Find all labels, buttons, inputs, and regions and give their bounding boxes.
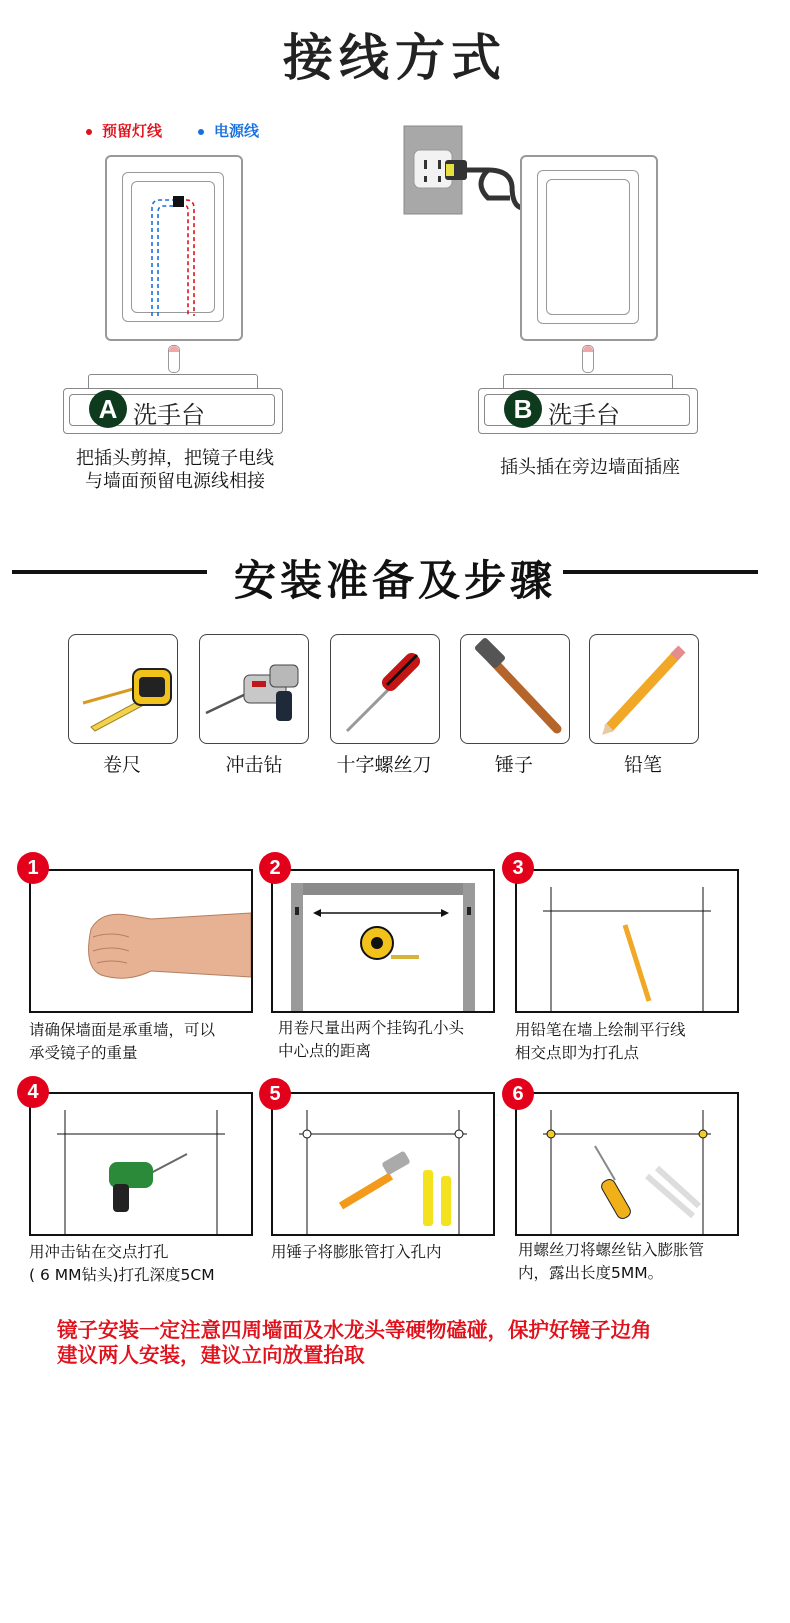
step-4-text (29, 1241, 269, 1287)
tool-label-4: 铅笔 (623, 754, 662, 776)
pencil-lines-icon (517, 871, 737, 1011)
step-6-number: 6 (502, 1078, 534, 1110)
warning-line1: 镜子安装一定注意四周墙面及水龙头等硬物磕碰，保护好镜子边角 (57, 1318, 652, 1342)
step-6-panel (515, 1092, 739, 1236)
step-3-line2: 相交点即为打孔点 (515, 1044, 640, 1062)
tape-measure-icon (69, 635, 177, 743)
sink-label-b: 洗手台 (548, 401, 620, 429)
tool-label-1: 冲击钻 (225, 754, 283, 776)
red-dot-icon (86, 129, 92, 135)
measure-hooks-icon (273, 871, 493, 1011)
blue-dot-icon (198, 129, 204, 135)
step-3-line1: 用铅笔在墙上绘制平行线 (515, 1021, 686, 1039)
step-3-text (515, 1019, 755, 1065)
badge-a: A (89, 390, 127, 428)
legend-blue-label: 电源线 (214, 122, 260, 140)
step-3-number: 3 (502, 852, 534, 884)
hammer-anchors-icon (273, 1094, 493, 1234)
badge-b: B (504, 390, 542, 428)
legend-reserved-light-wire (86, 120, 162, 141)
warning-line2: 建议两人安装，建议立向放置抬取 (57, 1343, 365, 1367)
sink-label-a: 洗手台 (133, 401, 205, 429)
step-2-line1: 用卷尺量出两个挂钩孔小头 (278, 1019, 465, 1037)
step-4-line2: ( 6 MM钻头)打孔深度5CM (29, 1266, 215, 1284)
step-2-number: 2 (259, 852, 291, 884)
fist-icon (31, 871, 251, 1011)
sink-top-b (503, 374, 673, 389)
sink-top-a (88, 374, 258, 389)
caption-a (30, 447, 320, 493)
tool-label-0: 卷尺 (102, 754, 141, 776)
step-1-line2: 承受镜子的重量 (29, 1044, 138, 1062)
wiring-lines-icon (140, 190, 210, 318)
tool-pencil (589, 634, 699, 744)
hammer-icon (461, 635, 569, 743)
step-6-line2: 内，露出长度5MM。 (518, 1264, 664, 1282)
screw-anchors-icon (517, 1094, 737, 1234)
step-1-number: 1 (17, 852, 49, 884)
tool-label-2: 十字螺丝刀 (336, 754, 432, 776)
faucet-b (582, 345, 594, 373)
step-2-panel (271, 869, 495, 1013)
step-5-text: 用锤子将膨胀管打入孔内 (271, 1243, 442, 1261)
install-steps-title-text: 安装准备及步骤 (228, 556, 562, 605)
step-2-line2: 中心点的距离 (278, 1042, 372, 1060)
step-5-panel (271, 1092, 495, 1236)
step-6-line1: 用螺丝刀将螺丝钻入膨胀管 (518, 1241, 705, 1259)
step-4-line1: 用冲击钻在交点打孔 (29, 1243, 169, 1261)
step-1-text (29, 1019, 269, 1065)
tool-phillips-screwdriver (330, 634, 440, 744)
tool-hammer (460, 634, 570, 744)
legend-red-label: 预留灯线 (102, 122, 163, 140)
caption-a-line2: 与墙面预留电源线相接 (85, 471, 265, 492)
step-2-text (278, 1017, 508, 1063)
caption-a-line1: 把插头剪掉，把镜子电线 (76, 448, 274, 469)
step-4-panel (29, 1092, 253, 1236)
step-5-number: 5 (259, 1078, 291, 1110)
tool-label-3: 锤子 (494, 754, 533, 776)
screwdriver-icon (331, 635, 439, 743)
step-6-text (518, 1239, 758, 1285)
mirror-glass-b (546, 179, 630, 315)
step-1-line1: 请确保墙面是承重墙，可以 (29, 1021, 216, 1039)
pencil-icon (590, 635, 698, 743)
wall-outlet-plug-icon (400, 124, 525, 216)
wiring-title: 接线方式 (283, 29, 507, 87)
step-3-panel (515, 869, 739, 1013)
install-warning (57, 1318, 652, 1368)
drill-holes-icon (31, 1094, 251, 1234)
step-4-number: 4 (17, 1076, 49, 1108)
tool-tape-measure (68, 634, 178, 744)
caption-b: 插头插在旁边墙面插座 (500, 457, 680, 478)
tool-impact-drill (199, 634, 309, 744)
impact-drill-icon (200, 635, 308, 743)
legend-power-wire (198, 120, 259, 141)
install-steps-title (0, 548, 790, 608)
step-1-panel (29, 869, 253, 1013)
faucet-a (168, 345, 180, 373)
